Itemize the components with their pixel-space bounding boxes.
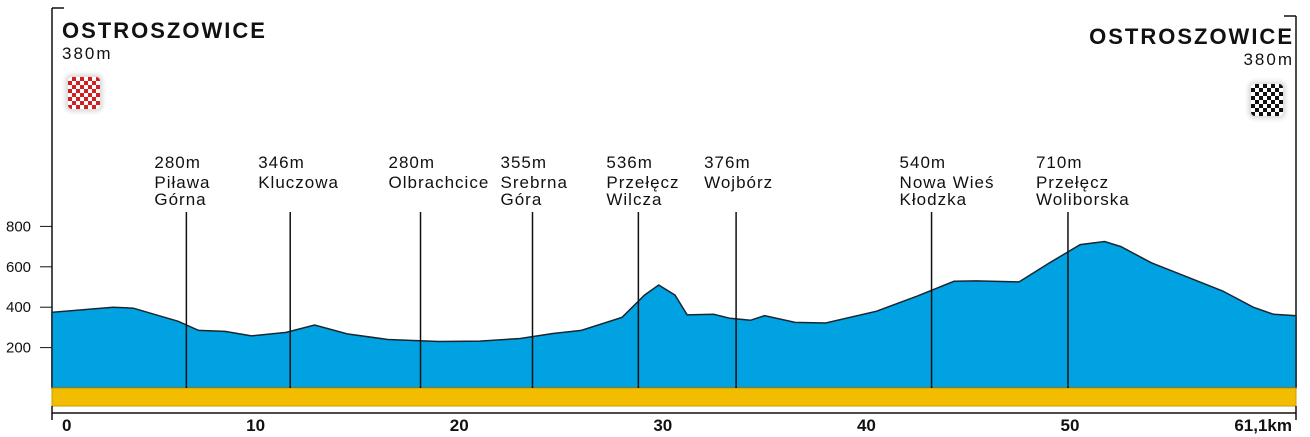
waypoint-altitude-label: 280m [388, 153, 436, 172]
x-tick-label: 0 [62, 416, 72, 435]
waypoint-name-label: Nowa Wieś [899, 173, 995, 192]
waypoint-name-label: Olbrachcice [388, 173, 490, 192]
waypoint-name-label: Srebrna [500, 173, 568, 192]
waypoint-altitude-label: 540m [899, 153, 947, 172]
start-altitude-label: 380m [62, 44, 113, 63]
waypoint-altitude-label: 536m [606, 153, 653, 172]
finish-altitude-label: 380m [1243, 50, 1294, 69]
waypoint-name-label: Kluczowa [258, 173, 339, 192]
y-tick-label: 400 [6, 299, 32, 317]
waypoint-name-label: Góra [500, 190, 543, 209]
waypoint-altitude-label: 355m [500, 153, 548, 172]
finish-town-label: OSTROSZOWICE [1089, 24, 1294, 49]
waypoint-altitude-label: 280m [154, 153, 201, 172]
track-band [52, 388, 1296, 406]
waypoint-name-label: Woliborska [1035, 190, 1130, 209]
finish-checkered-flag-icon [1251, 84, 1283, 116]
waypoint-name-label: Wilcza [606, 190, 663, 209]
elevation-area [52, 242, 1296, 389]
waypoint-name-label: Przełęcz [1035, 173, 1110, 192]
y-tick-label: 800 [6, 218, 32, 236]
waypoint-name-label: Piława [154, 173, 211, 192]
start-town-label: OSTROSZOWICE [62, 18, 267, 43]
x-tick-label: 40 [856, 416, 876, 435]
x-tick-label: 30 [653, 416, 673, 435]
y-tick-label: 200 [6, 339, 32, 357]
start-checkered-flag-icon [68, 77, 100, 109]
waypoint-name-label: Wojbórz [704, 173, 774, 192]
waypoint-altitude-label: 346m [258, 153, 305, 172]
waypoint-name-label: Przełęcz [606, 173, 680, 192]
x-tick-label: 50 [1060, 416, 1080, 435]
x-tick-label: 61,1km [1234, 416, 1292, 435]
waypoint-altitude-label: 376m [704, 153, 751, 172]
x-tick-label: 20 [449, 416, 469, 435]
y-tick-label: 600 [6, 258, 32, 276]
waypoint-name-label: Górna [154, 190, 207, 209]
waypoint-altitude-label: 710m [1035, 153, 1083, 172]
x-tick-label: 10 [246, 416, 266, 435]
waypoint-name-label: Kłodzka [899, 190, 968, 209]
